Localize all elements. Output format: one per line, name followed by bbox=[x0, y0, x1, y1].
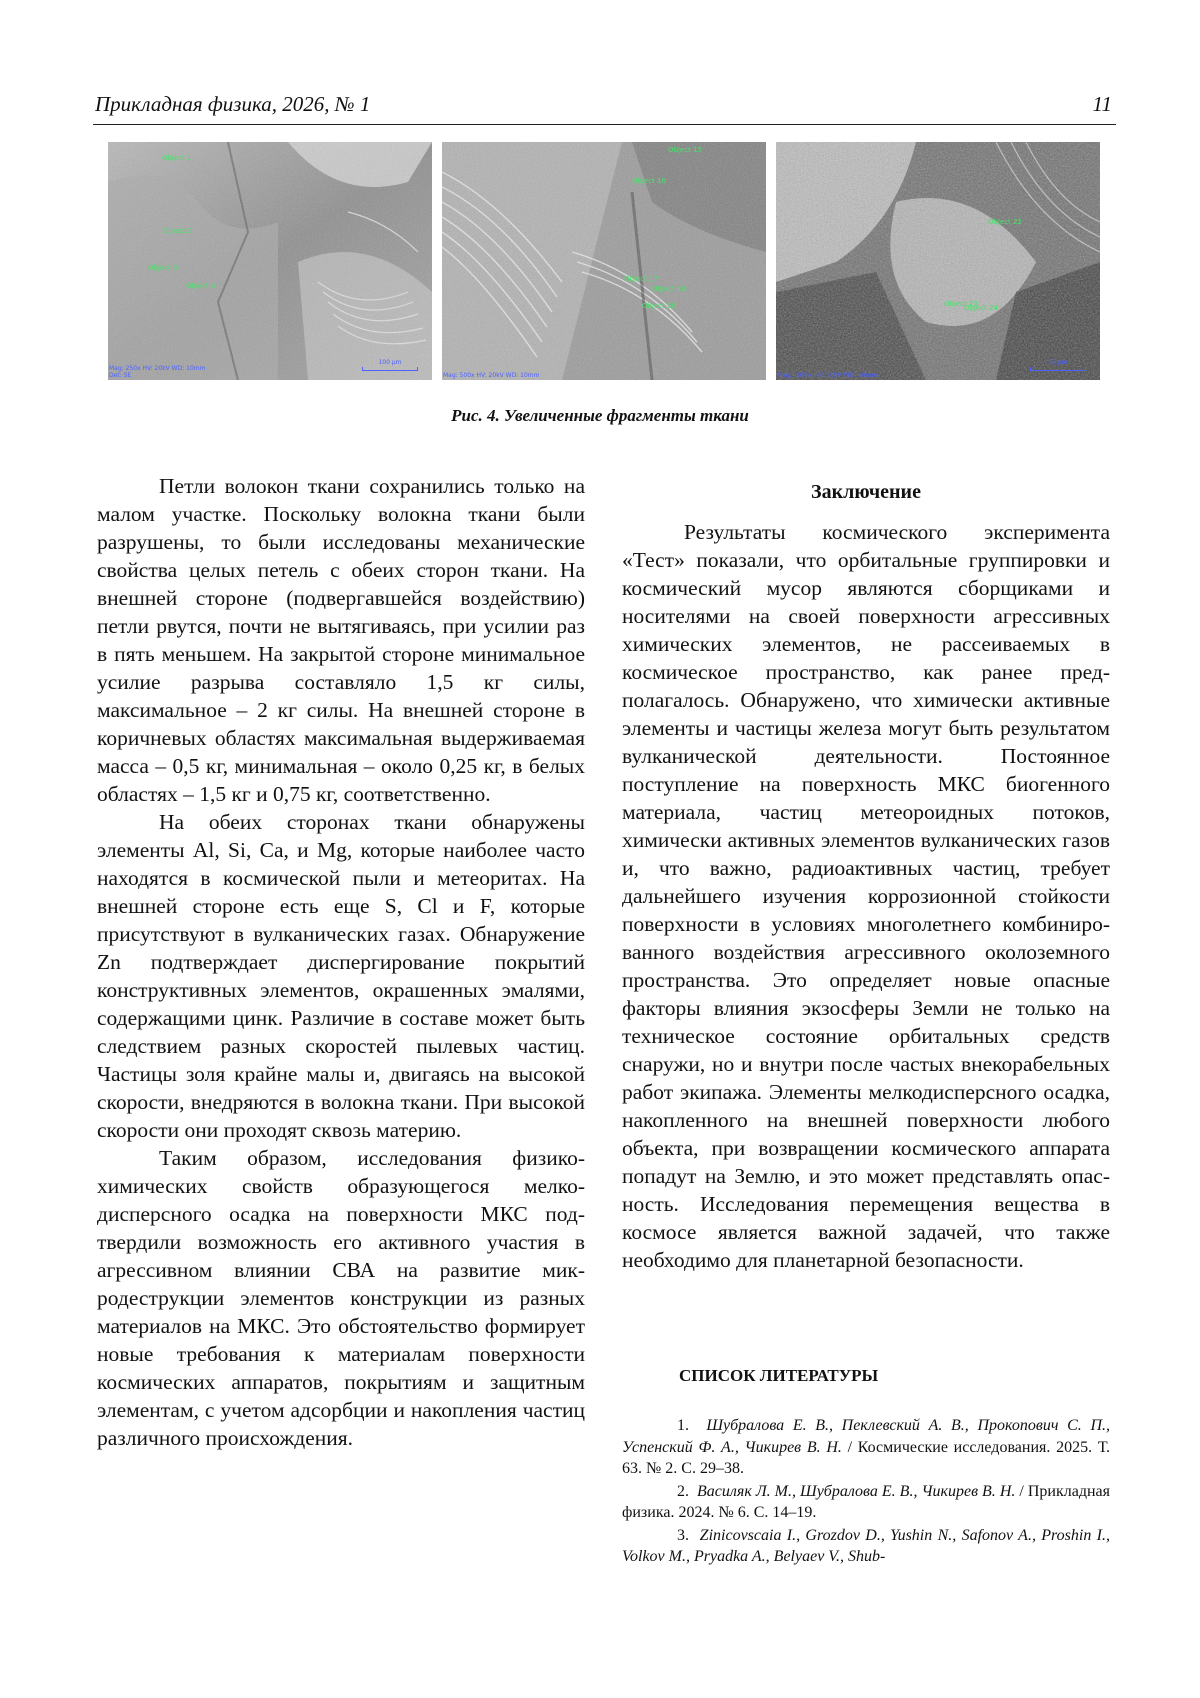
object-label: Object 3 bbox=[148, 264, 178, 272]
object-label: Object 1 bbox=[162, 154, 192, 162]
paragraph: На обеих сторонах ткани обнаружены элементы Al, Si, Ca, и Mg, которые наиболее часто находятся в космической пыли и метеоритах. На внешней стороне есть еще S, Cl и F, которые присутствуют в вулканических газах. Обнаружение Zn подтверждает диспергирование покрытий конструктивных элементов, окрашенных эмалями, содержащими цинк. Различие в составе может быть следствием разных скоростей пылевых частиц. Частицы золя крайне малы и, двигаясь на высокой скорости, внедряются в волокна ткани. При высокой скорости они проходят сквозь материю. bbox=[97, 810, 585, 1142]
paragraph: Результаты космического эксперимента «Тест» показали, что орбитальные группировки и космический мусор являются сборщиками и носителями на своей поверхности агрессивных химических элементов, не рассеиваемых в космическое пространство, как ранее предполагалось. Обнаружено, что химически активные элементы и частицы железа могут быть результатом вулканической деятельности. Постоянное поступление на поверхность МКС биогенного материала, частиц метеороидных потоков, химически активных элементов вулканических газов и, что важно, радиоактивных частиц, требует дальнейшего изучения коррозионной стойкости поверхности в условиях многолетнего комбинированного воздействия агрессивного околоземного пространства. Это определяет новые опасные факторы влияния экзосферы Земли не только на техническое состояние орбитальных средств снаружи, но и внутри после частых внекорабельных работ экипажа. Элементы мелкодисперсного осадка, накопленного на внешней поверхности любого объекта, при возвращении космического аппарата попадут на Землю, и это может представлять опасность. Исследования перемещения вещества в космосе является важной задачей, что также необходимо для планетарной безопасности. bbox=[622, 520, 1110, 1272]
sem-databar: Mag: 500x HV: 20kV WD: 10mm bbox=[443, 372, 540, 379]
scale-bar: 50 µm bbox=[1030, 359, 1086, 371]
object-label: Object 20 bbox=[642, 302, 676, 310]
sem-texture-3 bbox=[776, 142, 1100, 380]
right-column bbox=[622, 472, 1110, 1274]
paragraph: Петли волокон ткани сохранились только на малом участке. Поскольку волокна ткани были разрушены, то были исследованы механические свойства целых петель с обеих сторон ткани. На внешней стороне (подвергавшейся воздействию) петли рвутся, почти не вытягиваясь, при усилии раз в пять меньшем. На закрытой стороне минимальное усилие разрыва составляло 1,5 кг силы, максимальное – 2 кг силы. На внешней стороне в коричневых областях максимальная выдерживаемая масса – 0,5 кг, минимальная – около 0,25 кг, в белых областях – 1,5 кг и 0,75 кг, соответственно. bbox=[97, 474, 585, 806]
reference-item: 1. Шубралова Е. В., Пеклевский А. В., Прокопович С. П., Успенский Ф. А., Чикирев В. Н. / Космические исследования. 2025. Т. 63. № 2. С. 29–38. bbox=[622, 1417, 1110, 1477]
sem-databar: Mag: 250x HV: 20kV WD: 10mm Det: SE bbox=[109, 365, 206, 379]
object-label: Object 15 bbox=[668, 146, 702, 154]
journal-title: Прикладная физика, 2026, № 1 bbox=[95, 92, 371, 116]
figure-4 bbox=[108, 142, 1100, 380]
sem-image-1 bbox=[108, 142, 432, 380]
object-label: Object 16 bbox=[632, 177, 666, 185]
object-label: Object 24 bbox=[964, 304, 998, 312]
section-title: Заключение bbox=[811, 481, 921, 503]
running-head bbox=[95, 92, 1112, 117]
object-label: Object 22 bbox=[988, 218, 1022, 226]
paragraph: Таким образом, исследования физикохимических свойств образующегося мелкодисперсного осадка на поверхности МКС подтвердили возможность его активного участия в агрессивном влиянии СВА на развитие микродеструкции элементов конструкции из разных материалов на МКС. Это обстоятельство формирует новые требования к материалам поверхности космических аппаратов, покрытиям и защитным элементам, с учетом адсорбции и накопления частиц различного происхождения. bbox=[97, 1146, 585, 1450]
reference-item: 2. Василяк Л. М., Шубралова Е. В., Чикирев В. Н. / Прикладная физика. 2024. № 6. С. 14–19. bbox=[622, 1482, 1110, 1521]
header-rule bbox=[93, 124, 1116, 125]
sem-image-3 bbox=[776, 142, 1100, 380]
references-title: СПИСОК ЛИТЕРАТУРЫ bbox=[679, 1366, 879, 1385]
sem-databar: Mag: 1000x HV: 20kV WD: 10mm bbox=[777, 372, 878, 379]
object-label: Object 2 bbox=[163, 227, 193, 235]
figure-caption: Рис. 4. Увеличенные фрагменты ткани bbox=[451, 406, 749, 425]
object-label: Object 17 bbox=[624, 275, 658, 283]
sem-texture-1 bbox=[108, 142, 432, 380]
scale-bar: 100 µm bbox=[362, 359, 418, 371]
sem-image-2 bbox=[442, 142, 766, 380]
object-label: Object 4 bbox=[186, 282, 216, 290]
object-label: Object 18 bbox=[652, 285, 686, 293]
object-label: Object 23 bbox=[944, 300, 978, 308]
page-number: 11 bbox=[1092, 92, 1112, 116]
left-column bbox=[97, 472, 585, 1452]
reference-item: 3. Zinicovscaia I., Grozdov D., Yushin N., Safonov A., Proshin I., Volkov M., Pryadka A., Belyaev V., Shub- bbox=[622, 1526, 1111, 1565]
sem-texture-2 bbox=[442, 142, 766, 380]
reference-list bbox=[622, 1415, 1110, 1569]
